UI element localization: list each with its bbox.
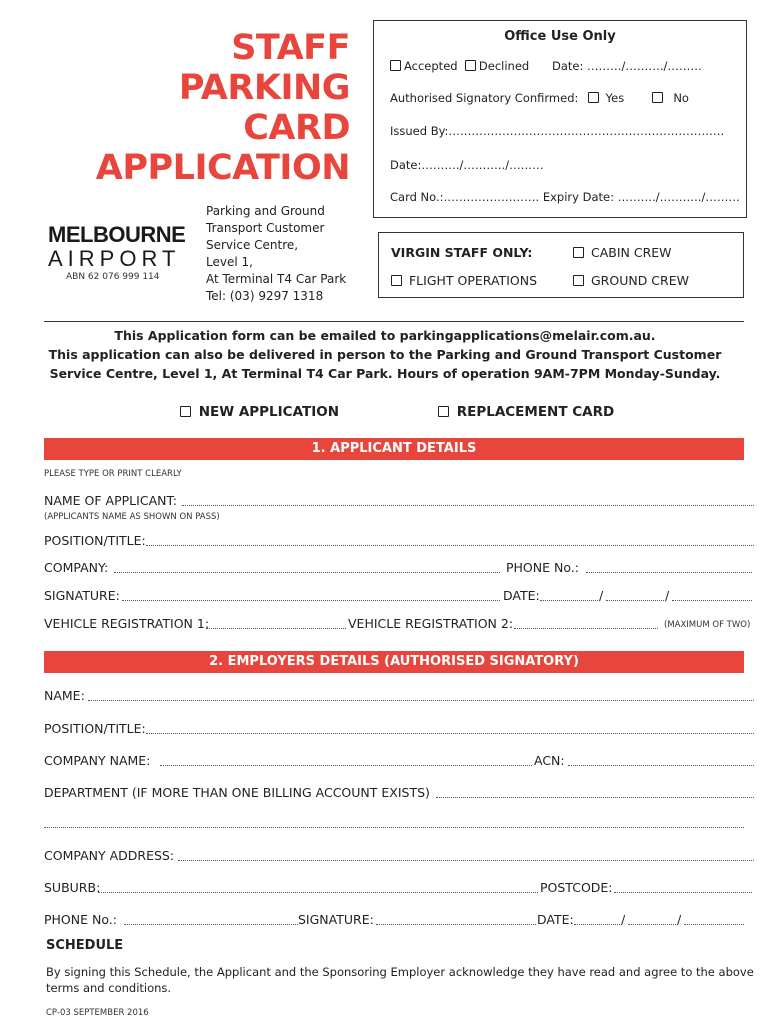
employer-date-month-field[interactable] [628, 924, 676, 925]
acn-field[interactable] [568, 765, 754, 766]
yes-checkbox[interactable] [588, 92, 599, 103]
employer-position-field[interactable] [146, 733, 754, 734]
schedule-text: By signing this Schedule, the Applicant and the Sponsoring Employer acknowledge they have read and agree to the above terms and conditions. [46, 965, 754, 995]
virgin-staff-box [378, 232, 744, 298]
office-use-box [373, 20, 747, 218]
yes-label: Yes [605, 91, 625, 105]
ground-crew-option [573, 273, 689, 288]
signature-label: SIGNATURE: [44, 588, 120, 603]
suburb-field[interactable] [98, 892, 538, 893]
logo-main-text: MELBOURNE [48, 222, 186, 247]
company-address-field[interactable] [178, 860, 754, 861]
applicant-name-label: NAME OF APPLICANT: [44, 493, 177, 508]
section-applicant-details-header: 1. APPLICANT DETAILS [44, 438, 744, 460]
cabin-crew-checkbox[interactable] [573, 247, 584, 258]
accepted-label: Accepted [404, 59, 458, 73]
new-application-option [180, 404, 339, 420]
company-field[interactable] [114, 572, 500, 573]
position-label: POSITION/TITLE: [44, 533, 146, 548]
print-instruction: PLEASE TYPE OR PRINT CLEARLY [44, 469, 182, 479]
date-month-field[interactable] [606, 600, 664, 601]
ground-crew-label: GROUND CREW [590, 273, 689, 288]
vehicle1-label: VEHICLE REGISTRATION 1: [44, 616, 210, 631]
department-field-continued[interactable] [44, 827, 744, 828]
title-line: STAFF [231, 28, 350, 68]
applicant-name-note: (APPLICANTS NAME AS SHOWN ON PASS) [44, 512, 220, 522]
department-label: DEPARTMENT (IF MORE THAN ONE BILLING ACCOUNT EXISTS) [44, 785, 430, 800]
date-day-field[interactable] [540, 600, 598, 601]
date-label: DATE: [503, 588, 540, 603]
declined-label: Declined [478, 59, 530, 73]
date-separator: / [621, 912, 626, 927]
acn-label: ACN: [534, 753, 565, 768]
postcode-field[interactable] [614, 892, 752, 893]
department-field[interactable] [436, 797, 754, 798]
position-field[interactable] [146, 545, 754, 546]
no-label: No [673, 91, 689, 105]
virgin-staff-label: VIRGIN STAFF ONLY: [391, 245, 533, 260]
suburb-label: SUBURB: [44, 880, 101, 895]
phone-field[interactable] [586, 572, 752, 573]
accepted-option [390, 59, 529, 73]
header-divider [44, 321, 744, 322]
replacement-card-checkbox[interactable] [438, 406, 449, 417]
employer-date-label: DATE: [537, 912, 574, 927]
form-code-footer: CP-03 SEPTEMBER 2016 [46, 1008, 149, 1018]
postcode-label: POSTCODE: [540, 880, 613, 895]
cabin-crew-label: CABIN CREW [590, 245, 672, 260]
employer-phone-field[interactable] [124, 924, 298, 925]
declined-checkbox[interactable] [465, 60, 476, 71]
title-line: PARKING [178, 68, 350, 108]
submission-notice [20, 326, 750, 383]
replacement-card-option [438, 404, 614, 420]
cabin-crew-option [573, 245, 672, 260]
logo-sub-text: AIRPORT [48, 246, 181, 271]
schedule-heading: SCHEDULE [46, 938, 124, 953]
employer-date-year-field[interactable] [684, 924, 744, 925]
vehicle1-field[interactable] [206, 628, 346, 629]
employer-name-field[interactable] [88, 700, 754, 701]
card-no-field[interactable]: Card No.:……………………. Expiry Date: ………./………../……… [390, 190, 740, 204]
company-name-field[interactable] [160, 765, 532, 766]
form-title [96, 28, 350, 188]
no-checkbox[interactable] [652, 92, 663, 103]
vehicle2-field[interactable] [514, 628, 658, 629]
auth-no-option [652, 91, 689, 105]
vehicle2-label: VEHICLE REGISTRATION 2: [348, 616, 514, 631]
company-name-label: COMPANY NAME: [44, 753, 151, 768]
company-label: COMPANY: [44, 560, 109, 575]
flight-ops-option [391, 273, 537, 288]
date-year-field[interactable] [672, 600, 752, 601]
centre-line: Transport Customer [206, 221, 325, 235]
centre-line: At Terminal T4 Car Park [206, 272, 347, 286]
signature-field[interactable] [122, 600, 500, 601]
applicant-name-field[interactable] [182, 505, 754, 506]
office-use-title: Office Use Only [504, 29, 616, 44]
centre-line: Parking and Ground [206, 204, 325, 218]
flight-ops-label: FLIGHT OPERATIONS [408, 273, 537, 288]
employer-date-day-field[interactable] [574, 924, 620, 925]
service-centre-info [206, 203, 346, 305]
auth-yes-option [588, 91, 624, 105]
new-application-checkbox[interactable] [180, 406, 191, 417]
employer-signature-field[interactable] [376, 924, 536, 925]
auth-confirmed-label: Authorised Signatory Confirmed: [390, 91, 579, 105]
section-employer-details-header: 2. EMPLOYERS DETAILS (AUTHORISED SIGNATORY) [44, 651, 744, 673]
vehicle-max-note: (MAXIMUM OF TWO) [664, 620, 751, 630]
new-application-label: NEW APPLICATION [198, 404, 339, 420]
date-separator: / [677, 912, 682, 927]
flight-ops-checkbox[interactable] [391, 275, 402, 286]
employer-phone-label: PHONE No.: [44, 912, 117, 927]
phone-label: PHONE No.: [506, 560, 579, 575]
employer-name-label: NAME: [44, 688, 85, 703]
accepted-checkbox[interactable] [390, 60, 401, 71]
centre-line: Level 1, [206, 255, 253, 269]
date-separator: / [599, 588, 604, 603]
centre-line: Service Centre, [206, 238, 299, 252]
date-separator: / [665, 588, 670, 603]
company-address-label: COMPANY ADDRESS: [44, 848, 175, 863]
office-date-line: Date: ………/………./……… [552, 59, 702, 73]
office-date-field[interactable]: Date:………./………../……… [390, 158, 544, 172]
centre-line: Tel: (03) 9297 1318 [206, 289, 324, 303]
title-line: APPLICATION [95, 148, 350, 188]
replacement-card-label: REPLACEMENT CARD [456, 404, 615, 420]
notice-line: Service Centre, Level 1, At Terminal T4 Car Park. Hours of operation 9AM-7PM Monday-Sunday. [49, 366, 721, 381]
employer-signature-label: SIGNATURE: [298, 912, 374, 927]
abn-number: ABN 62 076 999 114 [66, 272, 160, 282]
employer-position-label: POSITION/TITLE: [44, 721, 146, 736]
issued-by-field[interactable]: Issued By:……………………………………………………………… [390, 124, 725, 138]
title-line: CARD [243, 108, 350, 148]
notice-line: This Application form can be emailed to parkingapplications@melair.com.au. [114, 328, 656, 343]
ground-crew-checkbox[interactable] [573, 275, 584, 286]
notice-line: This application can also be delivered in person to the Parking and Ground Transport Customer [48, 347, 722, 362]
